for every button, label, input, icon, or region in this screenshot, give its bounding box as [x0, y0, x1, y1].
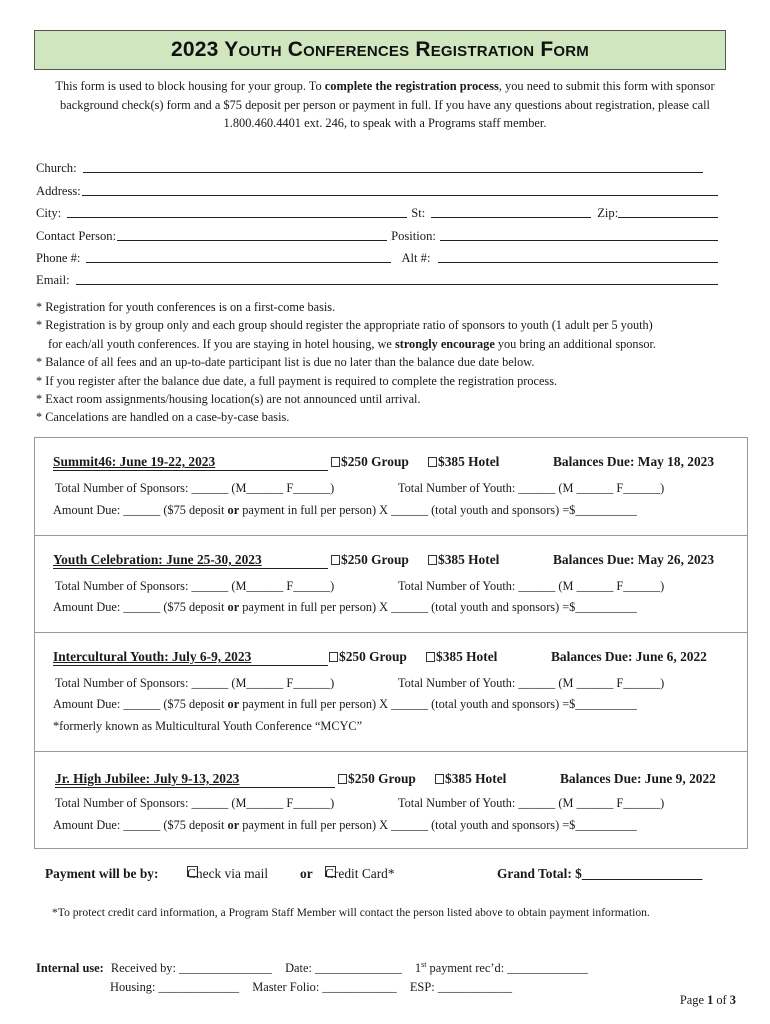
note-item: * Registration for youth conferences is on a first-come basis.	[36, 300, 336, 314]
option-group[interactable]	[329, 649, 407, 665]
amount-line[interactable]	[53, 818, 637, 833]
amount-or: or	[227, 697, 240, 711]
sponsors-line[interactable]: Total Number of Sponsors: ______ (M______ F______)	[55, 796, 335, 810]
alt-field[interactable]	[438, 250, 718, 263]
first-payment-field[interactable]	[415, 961, 588, 975]
master-folio-field[interactable]: Master Folio: ____________	[252, 979, 397, 994]
email-label: Email:	[36, 273, 70, 288]
name-underline	[53, 665, 328, 666]
option-hotel[interactable]	[428, 552, 499, 568]
checkbox-icon[interactable]	[329, 652, 338, 662]
checkbox-icon[interactable]	[426, 652, 435, 662]
position-field[interactable]	[440, 228, 718, 241]
conference-note: *formerly known as Multicultural Youth Conference “MCYC”	[53, 719, 363, 733]
contact-fields	[36, 154, 718, 288]
registration-notes	[36, 298, 726, 427]
internal-use-section	[36, 956, 588, 996]
housing-field[interactable]: Housing: _____________	[110, 979, 240, 994]
sponsors-line[interactable]: Total Number of Sponsors: ______ (M______ F______)	[55, 481, 335, 495]
checkbox-icon[interactable]	[435, 774, 444, 784]
page-number	[680, 993, 736, 1008]
intro-text-1: This form is used to block housing for your group. To	[55, 79, 325, 93]
date-field[interactable]: Date: ______________	[285, 961, 402, 976]
amount-or: or	[227, 503, 240, 517]
address-field[interactable]	[82, 183, 718, 196]
option-group[interactable]	[331, 552, 409, 568]
checkbox-icon[interactable]	[338, 774, 347, 784]
state-label: St:	[411, 206, 426, 221]
payment-method	[45, 866, 735, 884]
amount-line[interactable]	[53, 503, 637, 518]
checkbox-icon[interactable]	[331, 457, 340, 467]
youth-line[interactable]: Total Number of Youth: ______ (M ______ F______)	[398, 481, 665, 495]
balance-due: Balances Due: June 9, 2022	[560, 771, 716, 786]
first-payment-sup: st	[421, 960, 427, 969]
state-field[interactable]	[431, 205, 591, 218]
payment-label: Payment will be by:	[45, 866, 159, 881]
check-option-label: Check via mail	[187, 866, 269, 881]
amount-text: payment in full per person) X ______ (total youth and sponsors) =$__________	[239, 503, 637, 517]
alt-label: Alt #:	[401, 250, 431, 265]
option-hotel[interactable]	[428, 454, 499, 470]
amount-text: Amount Due: ______ ($75 deposit	[53, 503, 228, 517]
payment-or: or	[300, 866, 313, 881]
first-payment-text: payment rec’d: _____________	[426, 961, 588, 976]
note-item: * Cancelations are handled on a case-by-case basis.	[36, 410, 290, 425]
option-hotel-label: $385 Hotel	[438, 552, 500, 567]
email-field[interactable]	[76, 272, 718, 285]
amount-line[interactable]	[53, 600, 637, 615]
email-row	[36, 266, 718, 288]
sponsors-line[interactable]: Total Number of Sponsors: ______ (M______ F______)	[55, 579, 335, 593]
phone-label: Phone #:	[36, 250, 81, 265]
option-group-label: $250 Group	[341, 552, 409, 567]
balance-due: Balances Due: May 18, 2023	[553, 454, 715, 469]
option-group-label: $250 Group	[348, 771, 416, 786]
intro-text-2: , you need to submit this form with sponsor background check(s) form and a $75 deposit per person or payment in full. If you have any questions about registration, please call 1.800.460.4401 ext. 246, to speak with a Programs staff member.	[60, 79, 715, 130]
option-hotel-label: $385 Hotel	[436, 649, 498, 664]
option-group[interactable]	[338, 771, 416, 787]
internal-label: Internal use:	[36, 961, 104, 976]
received-by-field[interactable]: Received by: _______________	[110, 961, 272, 976]
grand-total[interactable]: Grand Total: $__________________	[497, 866, 703, 881]
youth-line[interactable]: Total Number of Youth: ______ (M ______ F______)	[398, 579, 665, 593]
esp-field[interactable]: ESP: ____________	[409, 979, 513, 994]
city-row	[36, 199, 718, 221]
conference-name: Jr. High Jubilee: July 9-13, 2023	[55, 771, 240, 786]
contact-row	[36, 221, 718, 243]
phone-field[interactable]	[86, 250, 391, 263]
option-group[interactable]	[331, 454, 409, 470]
page-text: of	[713, 993, 730, 1007]
credit-option-label: Credit Card*	[325, 866, 395, 881]
amount-text: payment in full per person) X ______ (total youth and sponsors) =$__________	[239, 697, 637, 711]
page-text: Page	[679, 993, 708, 1007]
city-field[interactable]	[67, 205, 407, 218]
option-hotel[interactable]	[426, 649, 497, 665]
option-hotel-label: $385 Hotel	[438, 454, 500, 469]
option-hotel[interactable]	[435, 771, 506, 787]
name-underline	[53, 568, 328, 569]
intro-paragraph	[40, 77, 730, 133]
church-field[interactable]	[83, 160, 703, 173]
amount-line[interactable]	[53, 697, 637, 712]
conference-name: Youth Celebration: June 25-30, 2023	[53, 552, 262, 567]
section-divider	[35, 751, 747, 752]
amount-or: or	[227, 600, 240, 614]
note-item: * Registration is by group only and each group should register the appropriate ratio of sponsors to youth (1 adult per 5 youth)	[36, 318, 653, 333]
checkbox-icon[interactable]	[428, 555, 437, 565]
address-label: Address:	[36, 183, 81, 198]
checkbox-icon[interactable]	[331, 555, 340, 565]
note-item-continued	[36, 335, 726, 353]
note-bold: strongly encourage	[394, 336, 495, 351]
option-hotel-label: $385 Hotel	[445, 771, 507, 786]
checkbox-icon[interactable]	[428, 457, 437, 467]
church-row	[36, 154, 718, 176]
contact-label: Contact Person:	[36, 228, 117, 243]
intro-bold: complete the registration process	[324, 79, 499, 93]
amount-text: payment in full per person) X ______ (total youth and sponsors) =$__________	[239, 600, 637, 614]
page-current: 1	[707, 993, 714, 1007]
note-text: for each/all youth conferences. If you are staying in hotel housing, we	[48, 336, 395, 351]
form-title	[34, 30, 726, 70]
contact-field[interactable]	[117, 228, 387, 241]
amount-text: Amount Due: ______ ($75 deposit	[53, 697, 228, 711]
section-divider	[35, 535, 747, 536]
youth-line[interactable]: Total Number of Youth: ______ (M ______ F______)	[398, 676, 665, 690]
position-label: Position:	[391, 228, 436, 243]
name-underline	[55, 787, 335, 788]
conference-table	[34, 437, 748, 849]
section-divider	[35, 632, 747, 633]
credit-card-note: *To protect credit card information, a Program Staff Member will contact the person listed above to obtain payment information.	[52, 906, 650, 919]
conference-name: Summit46: June 19-22, 2023	[53, 454, 216, 469]
church-label: Church:	[36, 161, 77, 176]
note-item: * Exact room assignments/housing location(s) are not announced until arrival.	[36, 392, 421, 407]
option-group-label: $250 Group	[339, 649, 407, 664]
amount-text: Amount Due: ______ ($75 deposit	[53, 600, 228, 614]
form-title-text: 2023 Youth Conferences Registration Form	[171, 38, 589, 61]
sponsors-line[interactable]: Total Number of Sponsors: ______ (M______ F______)	[55, 676, 335, 690]
balance-due: Balances Due: June 6, 2022	[551, 649, 707, 664]
address-row	[36, 176, 718, 198]
first-payment-text: 1	[414, 961, 422, 976]
internal-row-2	[36, 978, 588, 997]
option-group-label: $250 Group	[341, 454, 409, 469]
internal-row-1	[36, 956, 588, 978]
amount-or: or	[227, 818, 240, 832]
conference-name: Intercultural Youth: July 6-9, 2023	[53, 649, 252, 664]
amount-text: Amount Due: ______ ($75 deposit	[53, 818, 228, 832]
zip-field[interactable]	[618, 205, 718, 218]
page-total: 3	[729, 993, 736, 1007]
name-underline	[53, 470, 328, 471]
amount-text: payment in full per person) X ______ (total youth and sponsors) =$__________	[239, 818, 637, 832]
note-item: * If you register after the balance due date, a full payment is required to complete the registration process.	[36, 373, 558, 388]
youth-line[interactable]: Total Number of Youth: ______ (M ______ F______)	[398, 796, 665, 810]
note-item: * Balance of all fees and an up-to-date participant list is due no later than the balance due date below.	[36, 355, 535, 370]
city-label: City:	[36, 206, 62, 221]
note-text: you bring an additional sponsor.	[494, 336, 657, 351]
phone-row	[36, 244, 718, 266]
balance-due: Balances Due: May 26, 2023	[553, 552, 715, 567]
zip-label: Zip:	[597, 206, 619, 221]
